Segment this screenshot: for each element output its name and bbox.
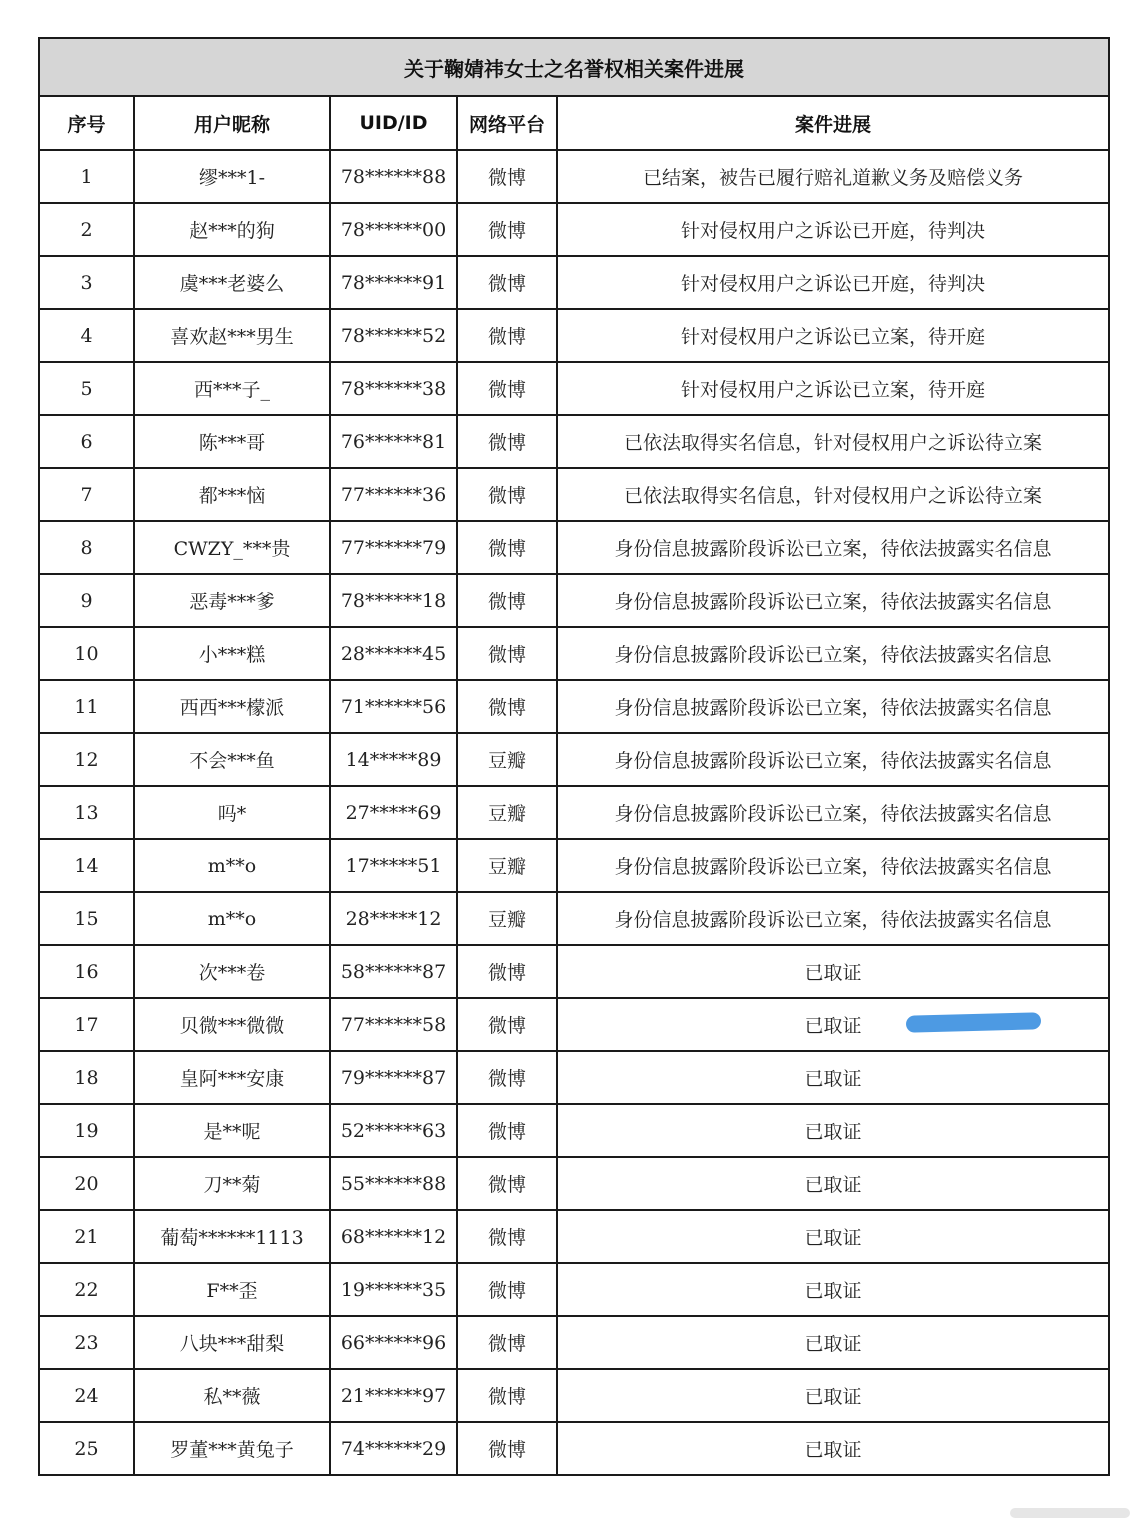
blue-highlight-stroke [906, 1012, 1041, 1033]
table-row [39, 1104, 1109, 1157]
table-body [39, 150, 1109, 1475]
table-row [39, 1157, 1109, 1210]
cell-no: 7 [39, 468, 134, 521]
table-row [39, 945, 1109, 998]
cell-nickname: 虞***老婆么 [134, 256, 330, 309]
cell-nickname: 都***恼 [134, 468, 330, 521]
cell-nickname: 西西***檬派 [134, 680, 330, 733]
cell-platform: 微博 [457, 627, 557, 680]
cell-uid: 27*****69 [330, 786, 457, 839]
table-row [39, 680, 1109, 733]
cell-uid: 76******81 [330, 415, 457, 468]
cell-progress: 针对侵权用户之诉讼已开庭，待判决 [557, 203, 1109, 256]
cell-uid: 55******88 [330, 1157, 457, 1210]
cell-uid: 66******96 [330, 1316, 457, 1369]
cell-nickname: 赵***的狗 [134, 203, 330, 256]
table-row [39, 468, 1109, 521]
cell-no: 20 [39, 1157, 134, 1210]
cell-nickname: 恶毒***爹 [134, 574, 330, 627]
cell-no: 4 [39, 309, 134, 362]
cell-platform: 微博 [457, 945, 557, 998]
cell-no: 25 [39, 1422, 134, 1475]
table-row [39, 627, 1109, 680]
cell-progress: 已取证 [557, 1051, 1109, 1104]
cell-nickname: 贝微***微微 [134, 998, 330, 1051]
table-row [39, 1316, 1109, 1369]
table-row [39, 574, 1109, 627]
cell-platform: 豆瓣 [457, 892, 557, 945]
cell-uid: 52******63 [330, 1104, 457, 1157]
cell-uid: 78******91 [330, 256, 457, 309]
cell-nickname: 刀**菊 [134, 1157, 330, 1210]
cell-platform: 豆瓣 [457, 733, 557, 786]
cell-no: 17 [39, 998, 134, 1051]
cell-uid: 68******12 [330, 1210, 457, 1263]
cell-platform: 微博 [457, 415, 557, 468]
cell-progress: 身份信息披露阶段诉讼已立案，待依法披露实名信息 [557, 892, 1109, 945]
cell-nickname: m**o [134, 892, 330, 945]
cell-no: 6 [39, 415, 134, 468]
cell-platform: 豆瓣 [457, 839, 557, 892]
cell-nickname: F**歪 [134, 1263, 330, 1316]
table-row [39, 521, 1109, 574]
cell-platform: 豆瓣 [457, 786, 557, 839]
watermark-blur [1010, 1508, 1130, 1518]
cell-platform: 微博 [457, 1210, 557, 1263]
cell-progress: 已依法取得实名信息，针对侵权用户之诉讼待立案 [557, 468, 1109, 521]
cell-no: 5 [39, 362, 134, 415]
table-row [39, 1210, 1109, 1263]
cell-nickname: 喜欢赵***男生 [134, 309, 330, 362]
table-row [39, 733, 1109, 786]
cell-progress: 已取证 [557, 945, 1109, 998]
cell-nickname: 西***子_ [134, 362, 330, 415]
cell-platform: 微博 [457, 256, 557, 309]
cell-no: 16 [39, 945, 134, 998]
cell-no: 12 [39, 733, 134, 786]
cell-uid: 79******87 [330, 1051, 457, 1104]
cell-uid: 78******52 [330, 309, 457, 362]
cell-platform: 微博 [457, 1422, 557, 1475]
cell-progress: 已取证 [557, 1316, 1109, 1369]
case-progress-table [38, 37, 1110, 1476]
cell-no: 13 [39, 786, 134, 839]
cell-nickname: 陈***哥 [134, 415, 330, 468]
header-uid: UID/ID [330, 96, 457, 150]
header-row [39, 96, 1109, 150]
cell-platform: 微博 [457, 521, 557, 574]
cell-progress: 已取证 [557, 1369, 1109, 1422]
cell-progress: 身份信息披露阶段诉讼已立案，待依法披露实名信息 [557, 627, 1109, 680]
cell-progress: 身份信息披露阶段诉讼已立案，待依法披露实名信息 [557, 680, 1109, 733]
cell-no: 14 [39, 839, 134, 892]
table-row [39, 415, 1109, 468]
cell-platform: 微博 [457, 1051, 557, 1104]
cell-nickname: 私**薇 [134, 1369, 330, 1422]
cell-platform: 微博 [457, 1316, 557, 1369]
cell-platform: 微博 [457, 468, 557, 521]
header-platform: 网络平台 [457, 96, 557, 150]
cell-uid: 14*****89 [330, 733, 457, 786]
cell-no: 1 [39, 150, 134, 203]
cell-no: 9 [39, 574, 134, 627]
table-title: 关于鞠婧祎女士之名誉权相关案件进展 [39, 38, 1109, 96]
cell-platform: 微博 [457, 309, 557, 362]
cell-uid: 19******35 [330, 1263, 457, 1316]
cell-uid: 78******88 [330, 150, 457, 203]
cell-progress: 针对侵权用户之诉讼已开庭，待判决 [557, 256, 1109, 309]
cell-nickname: 罗董***黄兔子 [134, 1422, 330, 1475]
cell-progress: 已取证 [557, 998, 1109, 1051]
cell-nickname: 皇阿***安康 [134, 1051, 330, 1104]
table-row [39, 1369, 1109, 1422]
header-nickname: 用户昵称 [134, 96, 330, 150]
table-row [39, 1263, 1109, 1316]
table-row [39, 892, 1109, 945]
cell-platform: 微博 [457, 362, 557, 415]
cell-progress: 已取证 [557, 1263, 1109, 1316]
cell-progress: 身份信息披露阶段诉讼已立案，待依法披露实名信息 [557, 733, 1109, 786]
cell-nickname: 是**呢 [134, 1104, 330, 1157]
header-progress: 案件进展 [557, 96, 1109, 150]
cell-no: 23 [39, 1316, 134, 1369]
cell-no: 21 [39, 1210, 134, 1263]
cell-progress: 身份信息披露阶段诉讼已立案，待依法披露实名信息 [557, 786, 1109, 839]
cell-uid: 78******18 [330, 574, 457, 627]
cell-no: 3 [39, 256, 134, 309]
cell-uid: 77******58 [330, 998, 457, 1051]
cell-platform: 微博 [457, 574, 557, 627]
cell-nickname: 次***卷 [134, 945, 330, 998]
cell-uid: 21******97 [330, 1369, 457, 1422]
cell-nickname: 缪***1- [134, 150, 330, 203]
cell-platform: 微博 [457, 998, 557, 1051]
cell-no: 10 [39, 627, 134, 680]
cell-platform: 微博 [457, 1369, 557, 1422]
cell-nickname: 葡萄******1113 [134, 1210, 330, 1263]
cell-no: 8 [39, 521, 134, 574]
cell-nickname: CWZY_***贵 [134, 521, 330, 574]
cell-no: 22 [39, 1263, 134, 1316]
cell-platform: 微博 [457, 1263, 557, 1316]
cell-platform: 微博 [457, 203, 557, 256]
cell-nickname: 小***糕 [134, 627, 330, 680]
cell-nickname: 八块***甜梨 [134, 1316, 330, 1369]
cell-progress: 已依法取得实名信息，针对侵权用户之诉讼待立案 [557, 415, 1109, 468]
table-row [39, 150, 1109, 203]
cell-no: 24 [39, 1369, 134, 1422]
cell-no: 19 [39, 1104, 134, 1157]
cell-uid: 58******87 [330, 945, 457, 998]
cell-progress: 身份信息披露阶段诉讼已立案，待依法披露实名信息 [557, 574, 1109, 627]
cell-progress: 已取证 [557, 1210, 1109, 1263]
cell-progress: 已取证 [557, 1157, 1109, 1210]
header-no: 序号 [39, 96, 134, 150]
cell-no: 11 [39, 680, 134, 733]
cell-uid: 77******79 [330, 521, 457, 574]
cell-nickname: 不会***鱼 [134, 733, 330, 786]
cell-uid: 17*****51 [330, 839, 457, 892]
cell-no: 18 [39, 1051, 134, 1104]
cell-progress: 针对侵权用户之诉讼已立案，待开庭 [557, 309, 1109, 362]
cell-nickname: m**o [134, 839, 330, 892]
cell-progress: 身份信息披露阶段诉讼已立案，待依法披露实名信息 [557, 839, 1109, 892]
table-row [39, 1422, 1109, 1475]
cell-platform: 微博 [457, 680, 557, 733]
cell-uid: 74******29 [330, 1422, 457, 1475]
cell-uid: 28******45 [330, 627, 457, 680]
cell-platform: 微博 [457, 1157, 557, 1210]
cell-progress: 针对侵权用户之诉讼已立案，待开庭 [557, 362, 1109, 415]
cell-progress: 身份信息披露阶段诉讼已立案，待依法披露实名信息 [557, 521, 1109, 574]
cell-progress: 已取证 [557, 1422, 1109, 1475]
cell-uid: 78******38 [330, 362, 457, 415]
table-row [39, 309, 1109, 362]
cell-no: 15 [39, 892, 134, 945]
table-row [39, 362, 1109, 415]
cell-uid: 78******00 [330, 203, 457, 256]
cell-nickname: 吗* [134, 786, 330, 839]
cell-uid: 77******36 [330, 468, 457, 521]
cell-platform: 微博 [457, 1104, 557, 1157]
cell-no: 2 [39, 203, 134, 256]
cell-progress: 已结案，被告已履行赔礼道歉义务及赔偿义务 [557, 150, 1109, 203]
cell-platform: 微博 [457, 150, 557, 203]
table-row [39, 839, 1109, 892]
table-row [39, 1051, 1109, 1104]
table-row [39, 786, 1109, 839]
table-row [39, 203, 1109, 256]
cell-uid: 28*****12 [330, 892, 457, 945]
cell-uid: 71******56 [330, 680, 457, 733]
cell-progress: 已取证 [557, 1104, 1109, 1157]
table-row [39, 256, 1109, 309]
